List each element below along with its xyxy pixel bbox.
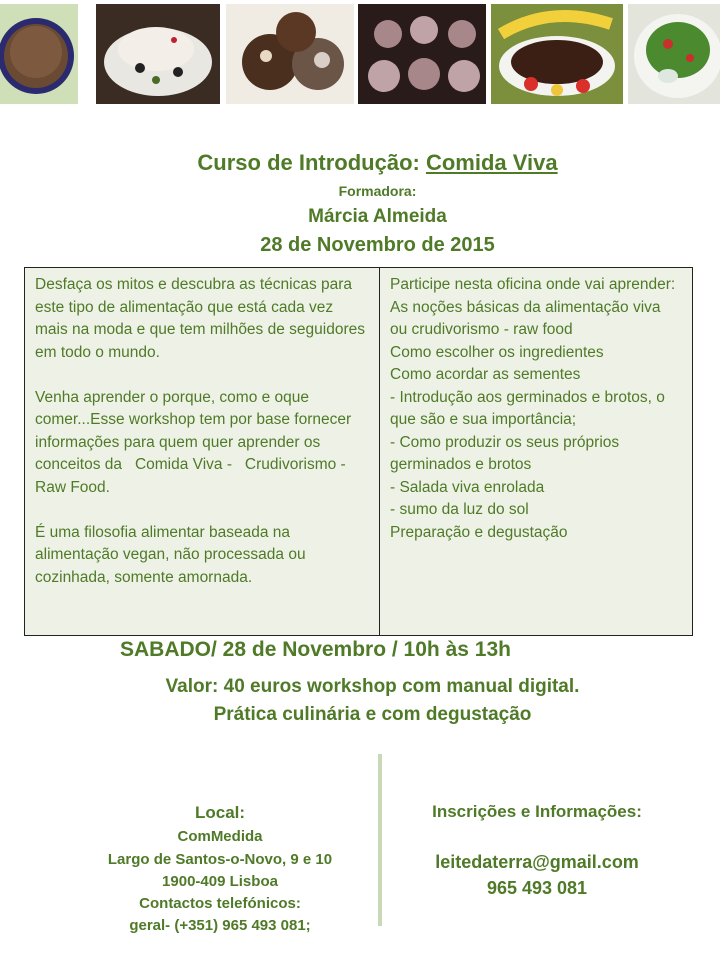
registration-label: Inscrições e Informações: (432, 802, 642, 821)
location-label: Local: (194, 803, 246, 822)
truffles-photo (226, 4, 354, 104)
description-table (24, 267, 693, 636)
event-schedule: SABADO/ 28 de Novembro / 10h às 13h (120, 638, 511, 661)
registration-email[interactable]: leitedaterra@gmail.com (435, 852, 639, 872)
title-prefix: Curso de Introdução: (197, 150, 426, 175)
trainer-label: Formadora: (338, 183, 417, 199)
program-item: Preparação e degustação (390, 523, 568, 541)
location-name: ComMedida (177, 828, 263, 845)
white-cake-photo (96, 4, 220, 104)
salad-photo (628, 4, 720, 104)
course-date: 28 de Novembro de 2015 (260, 234, 495, 256)
title-link[interactable]: Comida Viva (425, 150, 558, 175)
program-item: - Salada viva enrolada (390, 478, 545, 496)
program-item: Como acordar as sementes (390, 366, 581, 383)
program-item: Participe nesta oficina onde vai aprender: (390, 276, 676, 293)
fruit-cake-photo (491, 4, 623, 104)
contacts-label: Contactos telefónicos: (139, 895, 301, 912)
description-paragraph-2: Venha aprender o porque, como e oque comer...Esse workshop tem por base fornecer informações para quem quer aprender os conceitos da Comida Viva - Crudivorismo - Raw Food. (35, 388, 356, 496)
description-paragraph-1: Desfaça os mitos e descubra as técnicas para este tipo de alimentação que está cada vez mais na moda e que tem milhões de seguidores em todo o mundo. (35, 276, 370, 361)
event-price: Valor: 40 euros workshop com manual digital. (165, 676, 580, 697)
trainer-name: Márcia Almeida (308, 206, 447, 227)
location-postal-code: 1900-409 Lisboa (162, 873, 278, 890)
program-item: Como escolher os ingredientes (390, 343, 604, 361)
contact-phone: geral- (+351) 965 493 081; (129, 917, 311, 934)
event-practice: Prática culinária e com degustação (213, 704, 532, 725)
location-address: Largo de Santos-o-Novo, 9 e 10 (107, 851, 333, 868)
program-item: - Como produzir os seus próprios germinados e brotos (390, 433, 624, 473)
program-item: - Introdução aos germinados e brotos, o que são e sua importância; (390, 388, 670, 428)
program-item: As noções básicas da alimentação viva ou crudivorismo - raw food (390, 298, 665, 338)
program-column (380, 268, 692, 635)
program-item: - sumo da luz do sol (390, 501, 529, 518)
photo-strip (0, 0, 720, 106)
description-paragraph-3: É uma filosofia alimentar baseada na alimentação vegan, não processada ou cozinhada, somente amornada. (35, 523, 310, 586)
description-column (25, 268, 380, 635)
registration-phone: 965 493 081 (486, 878, 588, 898)
coconut-balls-photo (358, 4, 486, 104)
chocolate-cake-photo (0, 4, 92, 104)
course-title (0, 150, 720, 176)
